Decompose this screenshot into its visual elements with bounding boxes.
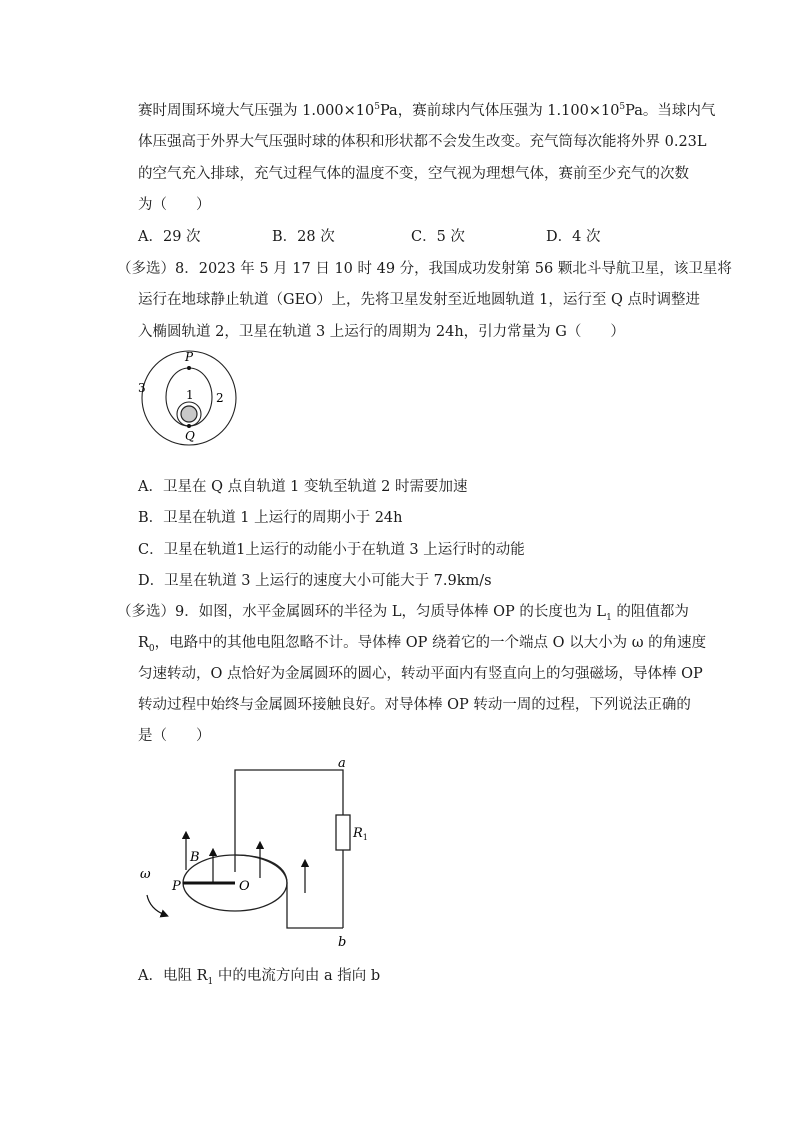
point-p-dot: [187, 366, 191, 370]
q7-line-3: 的空气充入排球，充气过程气体的温度不变，空气视为理想气体，赛前至少充气的次数: [138, 166, 689, 182]
label-o: O: [239, 879, 250, 894]
q7-line-1: 赛时周围环境大气压强为 $1.000\times 10^5Pa$，赛前球内气体压强为 $1.100\times 10^5Pa$。当球内气: [138, 102, 716, 119]
earth-icon: [181, 406, 197, 422]
point-q-dot: [187, 424, 191, 428]
label-q: Q: [185, 429, 195, 443]
label-b-field: B: [190, 850, 200, 865]
q7-option-b[interactable]: B．28 次: [272, 229, 335, 245]
q8-option-d[interactable]: D．卫星在轨道 3 上运行的速度大小可能大于 7.9km/s: [138, 573, 492, 589]
q9-line-4: 转动过程中始终与金属圆环接触良好。对导体棒 OP 转动一周的过程，下列说法正确的: [138, 697, 691, 713]
orbit-diagram: [130, 345, 250, 450]
circuit-diagram: [135, 755, 375, 955]
q8-line-3: 入椭圆轨道 2，卫星在轨道 3 上运行的周期为 24h，引力常量为 G（ ）: [138, 324, 625, 340]
q9-line-2: $R_0$，电路中的其他电阻忽略不计。导体棒 OP 绕着它的一个端点 O 以大小为 ω 的角速度: [138, 635, 707, 654]
q8-option-b[interactable]: B．卫星在轨道 1 上运行的周期小于 24h: [138, 510, 403, 526]
q8-line-2: 运行在地球静止轨道（GEO）上，先将卫星发射至近地圆轨道 1，运行至 Q 点时调整进: [138, 292, 700, 308]
q7-option-a[interactable]: A．29 次: [138, 229, 201, 245]
q7-line-2: 体压强高于外界大气压强时球的体积和形状都不会发生改变。充气筒每次能将外界 0.23L: [138, 134, 707, 150]
label-p: P: [185, 350, 194, 364]
label-p: P: [172, 879, 181, 894]
q7-line-4: 为（ ）: [138, 197, 211, 213]
q7-option-d[interactable]: D．4 次: [546, 229, 601, 245]
label-3: 3: [138, 381, 146, 395]
q8-option-a[interactable]: A．卫星在 Q 点自轨道 1 变轨至轨道 2 时需要加速: [138, 479, 468, 495]
label-b: b: [338, 935, 347, 950]
q9-line-1: （多选）9．如图，水平金属圆环的半径为 L，匀质导体棒 OP 的长度也为 $L_1$ 的阻值都为: [117, 604, 689, 623]
q9-line-3: 匀速转动，O 点恰好为金属圆环的圆心，转动平面内有竖直向上的匀强磁场，导体棒 OP: [138, 666, 703, 682]
q9-option-a[interactable]: A．电阻 $R_1$ 中的电流方向由 a 指向 b: [138, 968, 381, 987]
q9-line-5: 是（ ）: [138, 728, 211, 744]
wire-bottom: [287, 883, 343, 928]
label-r1: $R_1$: [353, 826, 368, 842]
label-2: 2: [216, 391, 224, 405]
label-a: a: [338, 756, 346, 771]
label-1: 1: [186, 388, 194, 402]
resistor-r1: [336, 815, 350, 850]
q8-line-1: （多选）8．2023 年 5 月 17 日 10 时 49 分，我国成功发射第 56 颗北斗导航卫星，该卫星将: [117, 261, 732, 277]
q8-option-c[interactable]: C．卫星在轨道1上运行的动能小于在轨道 3 上运行时的动能: [138, 542, 525, 558]
q7-option-c[interactable]: C．5 次: [411, 229, 465, 245]
label-omega: ω: [140, 867, 151, 882]
rotation-arrow: [147, 895, 165, 915]
